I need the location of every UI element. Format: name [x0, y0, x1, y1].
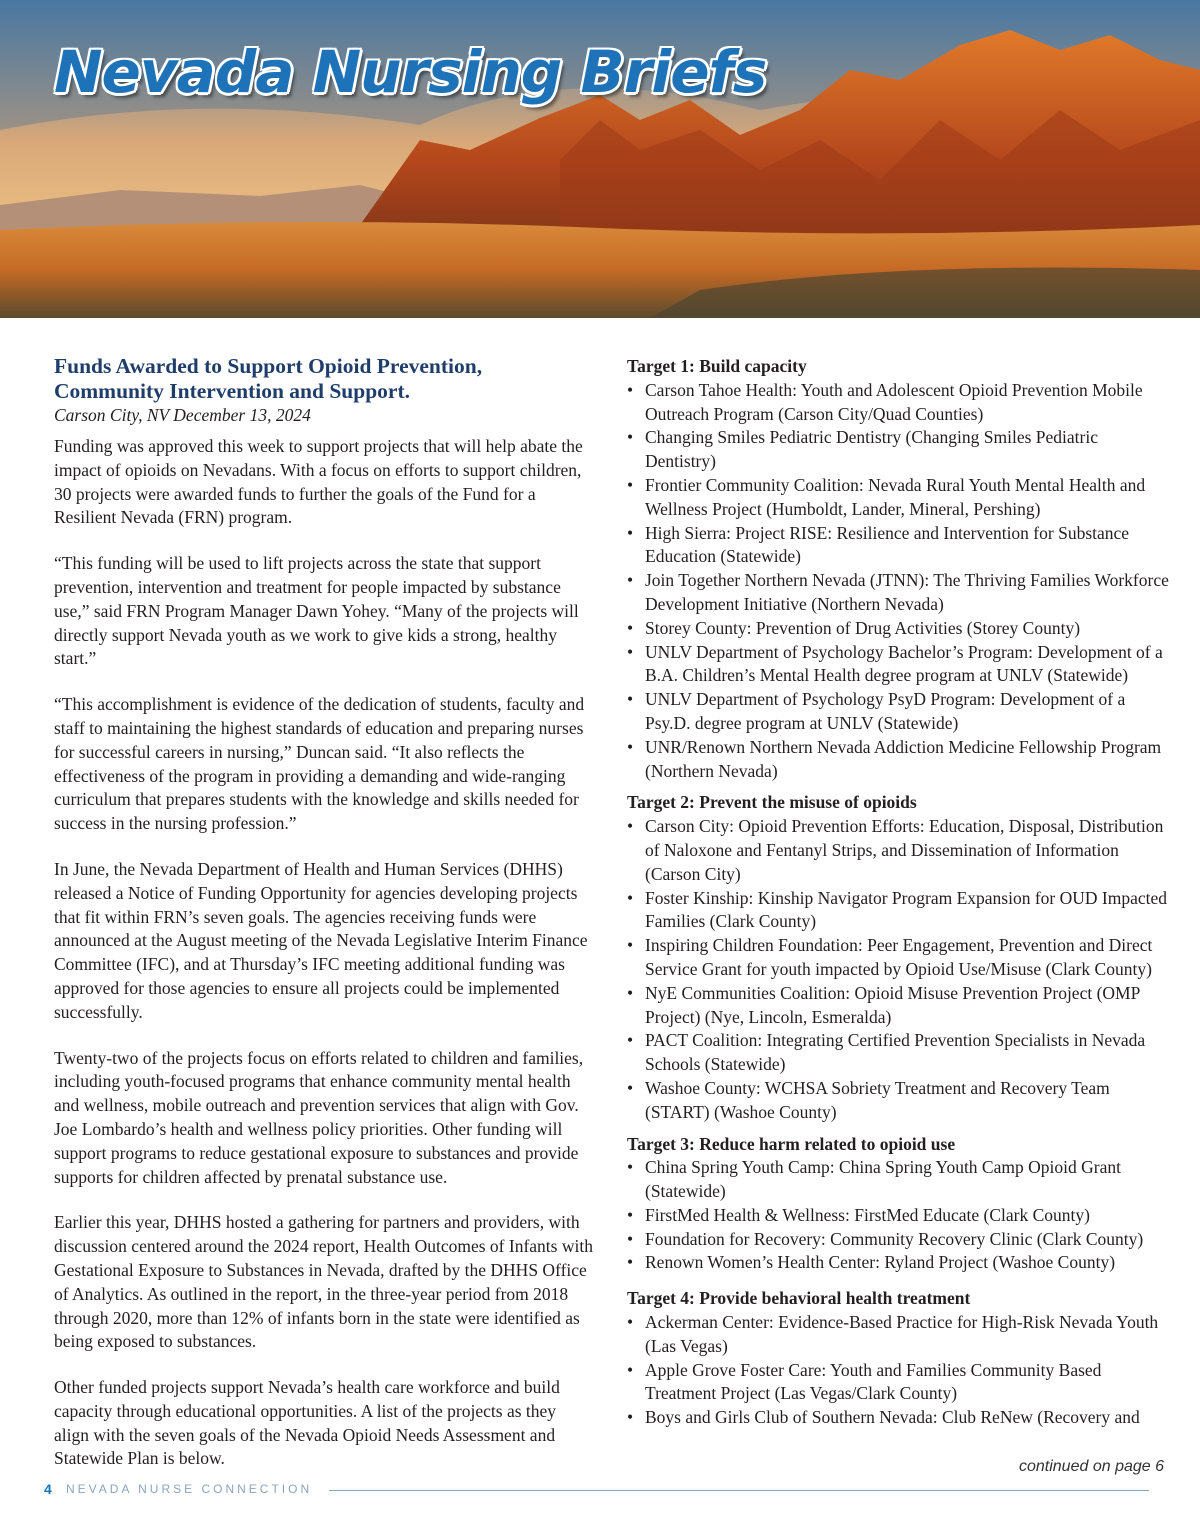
list-item: • Changing Smiles Pediatric Dentistry (Changing Smiles Pediatric Dentistry) [627, 426, 1172, 474]
article-column [54, 354, 594, 1493]
target-list [627, 1156, 1172, 1275]
target-title: Target 3: Reduce harm related to opioid use [627, 1133, 956, 1154]
list-item: • Boys and Girls Club of Southern Nevada: Club ReNew (Recovery and [627, 1406, 1172, 1430]
footer-divider [329, 1490, 1149, 1491]
list-item: • NyE Communities Coalition: Opioid Misuse Prevention Project (OMP Project) (Nye, Lincoln, Esmeralda) [627, 982, 1172, 1030]
list-item: • Foster Kinship: Kinship Navigator Program Expansion for OUD Impacted Families (Clark County) [627, 887, 1172, 935]
list-item: • Carson Tahoe Health: Youth and Adolescent Opioid Prevention Mobile Outreach Program (Carson City/Quad Counties) [627, 379, 1172, 427]
list-item: • Frontier Community Coalition: Nevada Rural Youth Mental Health and Wellness Project (Humboldt, Lander, Mineral, Pershing) [627, 474, 1172, 522]
masthead-title: Nevada Nursing Briefs [54, 38, 767, 106]
article-paragraph: Funding was approved this week to support projects that will help abate the impact of opioids on Nevadans. With a focus on efforts to support children, 30 projects were awarded funds to further the goals of the Fund for a Resilient Nevada (FRN) program. [54, 436, 583, 528]
list-item: • Inspiring Children Foundation: Peer Engagement, Prevention and Direct Service Grant for youth impacted by Opioid Use/Misuse (Clark County) [627, 934, 1172, 982]
target-block-4 [627, 1287, 1172, 1430]
article-paragraph: In June, the Nevada Department of Health and Human Services (DHHS) released a Notice of Funding Opportunity for agencies developing projects that fit within FRN’s seven goals. The agencies receiving funds were announced at the August meeting of the Nevada Legislative Interim Finance Committee (IFC), and at Thursday’s IFC meeting additional funding was approved for those agencies to ensure all projects could be implemented successfully. [54, 858, 588, 1022]
list-item: • PACT Coalition: Integrating Certified Prevention Specialists in Nevada Schools (Statewide) [627, 1029, 1172, 1077]
article-paragraph: Twenty-two of the projects focus on efforts related to children and families, including youth-focused programs that enhance community mental health and wellness, mobile outreach and prevention services that align with Gov. Joe Lombardo’s health and wellness policy priorities. Other funding will support programs to reduce gestational exposure to substances and provide supports for children affected by prenatal substance use. [54, 1047, 584, 1187]
targets-column [627, 355, 1172, 1430]
article-paragraph: Other funded projects support Nevada’s health care workforce and build capacity through educational opportunities. A list of the projects as they align with the seven goals of the Nevada Opioid Needs Assessment and Statewide Plan is below. [54, 1377, 560, 1469]
target-list [627, 1311, 1172, 1430]
list-item: • Washoe County: WCHSA Sobriety Treatment and Recovery Team (START) (Washoe County) [627, 1077, 1172, 1125]
article-paragraph: Earlier this year, DHHS hosted a gathering for partners and providers, with discussion centered around the 2024 report, Health Outcomes of Infants with Gestational Exposure to Substances in Nevada, drafted by the DHHS Office of Analytics. As outlined in the report, in the three-year period from 2018 through 2020, more than 12% of infants born in the state were identified as being exposed to substances. [54, 1212, 593, 1352]
list-item: • High Sierra: Project RISE: Resilience and Intervention for Substance Education (Statewide) [627, 522, 1172, 570]
target-title: Target 4: Provide behavioral health treatment [627, 1288, 971, 1309]
page-footer [44, 1481, 1154, 1499]
headline-line-1: Funds Awarded to Support Opioid Prevention, [54, 354, 483, 378]
article-dateline: Carson City, NV December 13, 2024 [54, 405, 311, 425]
masthead-banner [0, 0, 1200, 318]
list-item: • UNLV Department of Psychology Bachelor’s Program: Development of a B.A. Children’s Mental Health degree program at UNLV (Statewide) [627, 641, 1172, 689]
headline-line-2: Community Intervention and Support. [54, 379, 410, 403]
list-item: • Renown Women’s Health Center: Ryland Project (Washoe County) [627, 1251, 1172, 1275]
list-item: • UNLV Department of Psychology PsyD Program: Development of a Psy.D. degree program at UNLV (Statewide) [627, 688, 1172, 736]
target-title: Target 2: Prevent the misuse of opioids [627, 792, 917, 813]
target-list [627, 379, 1172, 784]
list-item: • Foundation for Recovery: Community Recovery Clinic (Clark County) [627, 1228, 1172, 1252]
list-item: • Storey County: Prevention of Drug Activities (Storey County) [627, 617, 1172, 641]
article-headline [54, 354, 594, 404]
target-block-3 [627, 1133, 1172, 1276]
publication-name: NEVADA NURSE CONNECTION [66, 1482, 313, 1496]
list-item: • Apple Grove Foster Care: Youth and Families Community Based Treatment Project (Las Vegas/Clark County) [627, 1359, 1172, 1407]
target-block-1 [627, 355, 1172, 783]
target-title: Target 1: Build capacity [627, 356, 807, 376]
continued-note: continued on page 6 [1018, 1458, 1164, 1475]
list-item: • Join Together Northern Nevada (JTNN): The Thriving Families Workforce Development Initiative (Northern Nevada) [627, 569, 1172, 617]
article-paragraph: “This accomplishment is evidence of the dedication of students, faculty and staff to maintaining the highest standards of education and preparing nurses for successful careers in nursing,” Duncan said. “It also reflects the effectiveness of the program in providing a demanding and wide-ranging curriculum that prepares students with the knowledge and skills needed for success in the nursing profession.” [54, 694, 585, 834]
list-item: • Ackerman Center: Evidence-Based Practice for High-Risk Nevada Youth (Las Vegas) [627, 1311, 1172, 1359]
list-item: • China Spring Youth Camp: China Spring Youth Camp Opioid Grant (Statewide) [627, 1156, 1172, 1204]
target-block-2 [627, 791, 1172, 1124]
list-item: • FirstMed Health & Wellness: FirstMed Educate (Clark County) [627, 1204, 1172, 1228]
list-item: • UNR/Renown Northern Nevada Addiction Medicine Fellowship Program (Northern Nevada) [627, 736, 1172, 784]
target-list [627, 815, 1172, 1124]
list-item: • Carson City: Opioid Prevention Efforts: Education, Disposal, Distribution of Naloxone and Fentanyl Strips, and Dissemination of Information (Carson City) [627, 815, 1172, 886]
article-paragraph: “This funding will be used to lift projects across the state that support prevention, intervention and treatment for people impacted by substance use,” said FRN Program Manager Dawn Yohey. “Many of the projects will directly support Nevada youth as we work to give kids a strong, healthy start.” [54, 553, 579, 669]
page-number: 4 [44, 1481, 52, 1497]
